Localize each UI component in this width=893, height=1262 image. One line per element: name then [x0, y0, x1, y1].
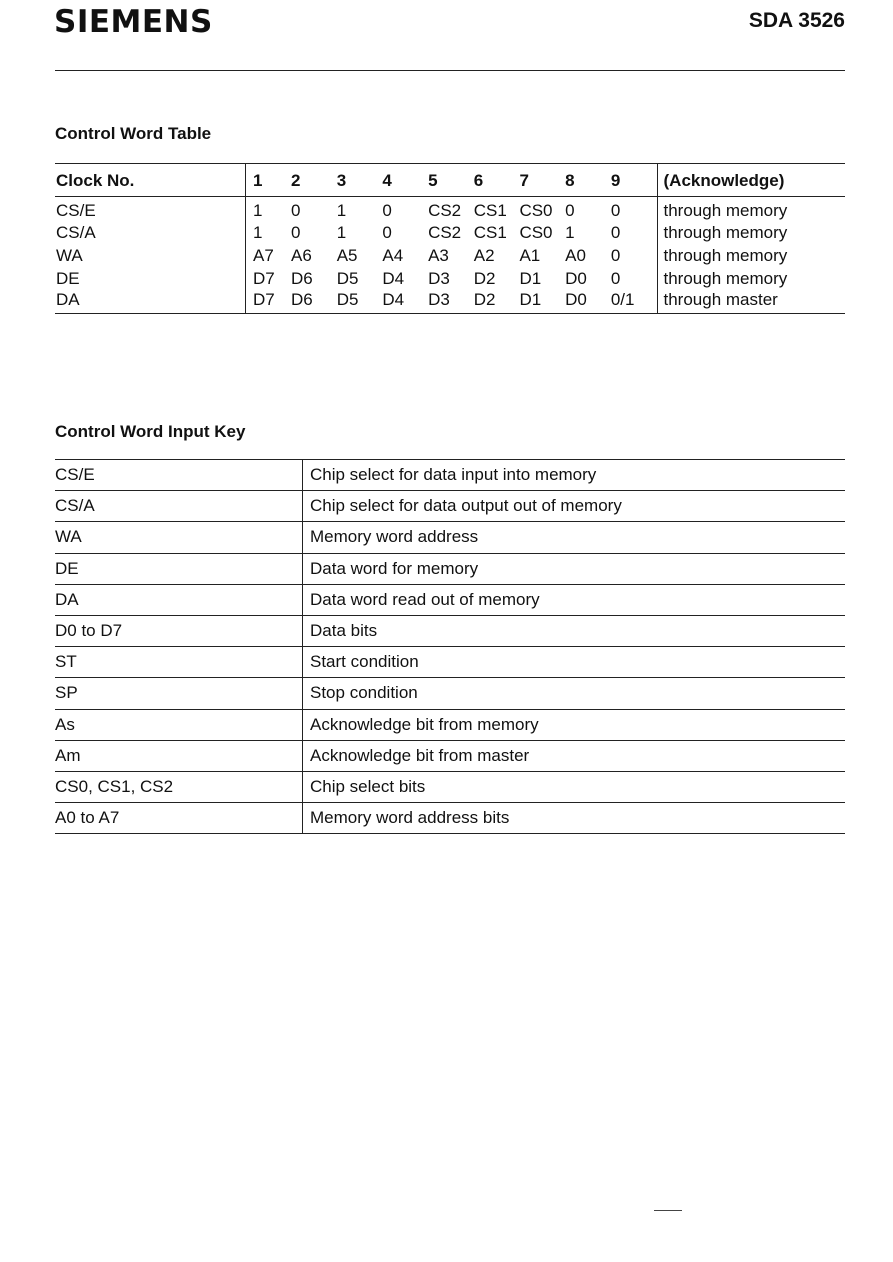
table-row: [55, 771, 845, 802]
bit-cell: A6: [291, 245, 312, 265]
table-row: [55, 709, 845, 740]
ack-cell: through memory: [657, 221, 845, 244]
bit-cell: CS1: [473, 201, 507, 220]
bit-cell: A0: [565, 245, 586, 265]
clock-number: 7: [519, 164, 565, 197]
bit-cell: D0: [565, 290, 611, 314]
clock-no-header: Clock No.: [55, 164, 246, 197]
bit-cell: D1: [519, 268, 542, 288]
key-description: Acknowledge bit from master: [303, 740, 846, 771]
bit-cell: 1: [336, 201, 347, 220]
header-divider: [55, 70, 845, 71]
table-row: [55, 584, 845, 615]
ack-cell: through master: [657, 290, 845, 314]
row-label: DE: [55, 267, 246, 290]
bit-cell: CS1: [473, 222, 507, 242]
key-term: DE: [55, 553, 303, 584]
key-term: WA: [55, 522, 303, 553]
bit-cell: D6: [291, 268, 313, 288]
bit-cell: D4: [382, 290, 428, 314]
acknowledge-header: (Acknowledge): [657, 164, 845, 197]
bit-cell: CS2: [428, 222, 462, 242]
bit-cell: 0: [610, 245, 621, 265]
bit-cell: D2: [473, 268, 496, 288]
clock-number: 8: [565, 164, 611, 197]
table-row: [55, 803, 845, 834]
bit-cell: 1: [336, 222, 347, 242]
bit-cell: D3: [428, 290, 474, 314]
key-description: Stop condition: [303, 678, 846, 709]
bit-cell: 0/1: [611, 290, 657, 314]
part-number: SDA 3526: [748, 9, 845, 32]
key-description: Data word read out of memory: [303, 584, 846, 615]
bit-cell: CS0: [519, 222, 553, 242]
key-description: Data bits: [303, 615, 846, 646]
key-description: Chip select bits: [303, 771, 846, 802]
bit-cell: A7: [253, 245, 274, 265]
table-row: [55, 197, 845, 222]
control-word-table-title: Control Word Table: [55, 124, 212, 143]
key-term: SP: [55, 678, 303, 709]
input-key-title: Control Word Input Key: [55, 422, 246, 441]
table-row: [55, 740, 845, 771]
bit-cell: CS0: [519, 201, 553, 220]
bit-cell: D6: [291, 290, 337, 314]
clock-number: 1: [246, 164, 292, 197]
key-term: CS0, CS1, CS2: [55, 771, 303, 802]
key-description: Memory word address bits: [303, 803, 846, 834]
bit-cell: D0: [565, 268, 587, 288]
key-term: CS/E: [55, 460, 303, 491]
table-row: [55, 244, 845, 267]
table-row: [55, 290, 845, 314]
bit-cell: CS2: [428, 201, 462, 220]
row-label: DA: [55, 290, 246, 314]
bit-cell: 1: [253, 222, 263, 242]
bit-cell: 0: [382, 222, 392, 242]
row-label: CS/E: [55, 197, 246, 222]
table-row: [55, 460, 845, 491]
bit-cell: 0: [382, 201, 392, 220]
table-row: [55, 221, 845, 244]
row-label: WA: [55, 244, 246, 267]
bit-cell: D7: [246, 290, 292, 314]
bit-cell: 0: [610, 268, 621, 288]
bit-cell: A2: [473, 245, 495, 265]
bit-cell: D4: [382, 268, 405, 288]
key-description: Chip select for data output out of memory: [303, 491, 846, 522]
bit-cell: D2: [474, 290, 520, 314]
clock-number: 2: [291, 164, 337, 197]
bit-cell: A4: [382, 245, 404, 265]
key-term: CS/A: [55, 491, 303, 522]
key-description: Acknowledge bit from memory: [303, 709, 846, 740]
bit-cell: D5: [337, 290, 383, 314]
bit-cell: 1: [253, 201, 263, 220]
bit-cell: 0: [610, 201, 621, 220]
bit-cell: D7: [253, 268, 275, 288]
clock-number: 9: [611, 164, 657, 197]
bit-cell: 1: [565, 222, 575, 242]
footer-mark: [654, 1210, 682, 1211]
row-label: CS/A: [55, 221, 246, 244]
key-term: D0 to D7: [55, 615, 303, 646]
key-term: Am: [55, 740, 303, 771]
key-term: As: [55, 709, 303, 740]
table-row: [55, 522, 845, 553]
bit-cell: A3: [428, 245, 449, 265]
table-row: [55, 615, 845, 646]
key-description: Start condition: [303, 647, 846, 678]
brand-logo-text: SIEMENS: [54, 4, 213, 40]
ack-cell: through memory: [657, 197, 845, 222]
bit-cell: D3: [428, 268, 450, 288]
clock-number: 4: [382, 164, 428, 197]
table-row: [55, 678, 845, 709]
table-row: [55, 553, 845, 584]
table-row: [55, 267, 845, 290]
bit-cell: A5: [336, 245, 358, 265]
control-word-table: [55, 163, 845, 314]
key-description: Memory word address: [303, 522, 846, 553]
bit-cell: D1: [519, 290, 565, 314]
bit-cell: D5: [336, 268, 359, 288]
table-row: [55, 491, 845, 522]
clock-number: 3: [337, 164, 383, 197]
key-term: ST: [55, 647, 303, 678]
clock-number: 5: [428, 164, 474, 197]
ack-cell: through memory: [657, 244, 845, 267]
key-description: Chip select for data input into memory: [303, 460, 846, 491]
ack-cell: through memory: [657, 267, 845, 290]
clock-number: 6: [474, 164, 520, 197]
bit-cell: 0: [565, 201, 575, 220]
control-word-header-row: [55, 164, 845, 197]
key-description: Data word for memory: [303, 553, 846, 584]
key-term: DA: [55, 584, 303, 615]
bit-cell: 0: [291, 222, 301, 242]
bit-cell: A1: [519, 245, 541, 265]
bit-cell: 0: [291, 201, 301, 220]
key-term: A0 to A7: [55, 803, 303, 834]
bit-cell: 0: [610, 222, 621, 242]
input-key-table: [55, 459, 845, 834]
table-row: [55, 647, 845, 678]
